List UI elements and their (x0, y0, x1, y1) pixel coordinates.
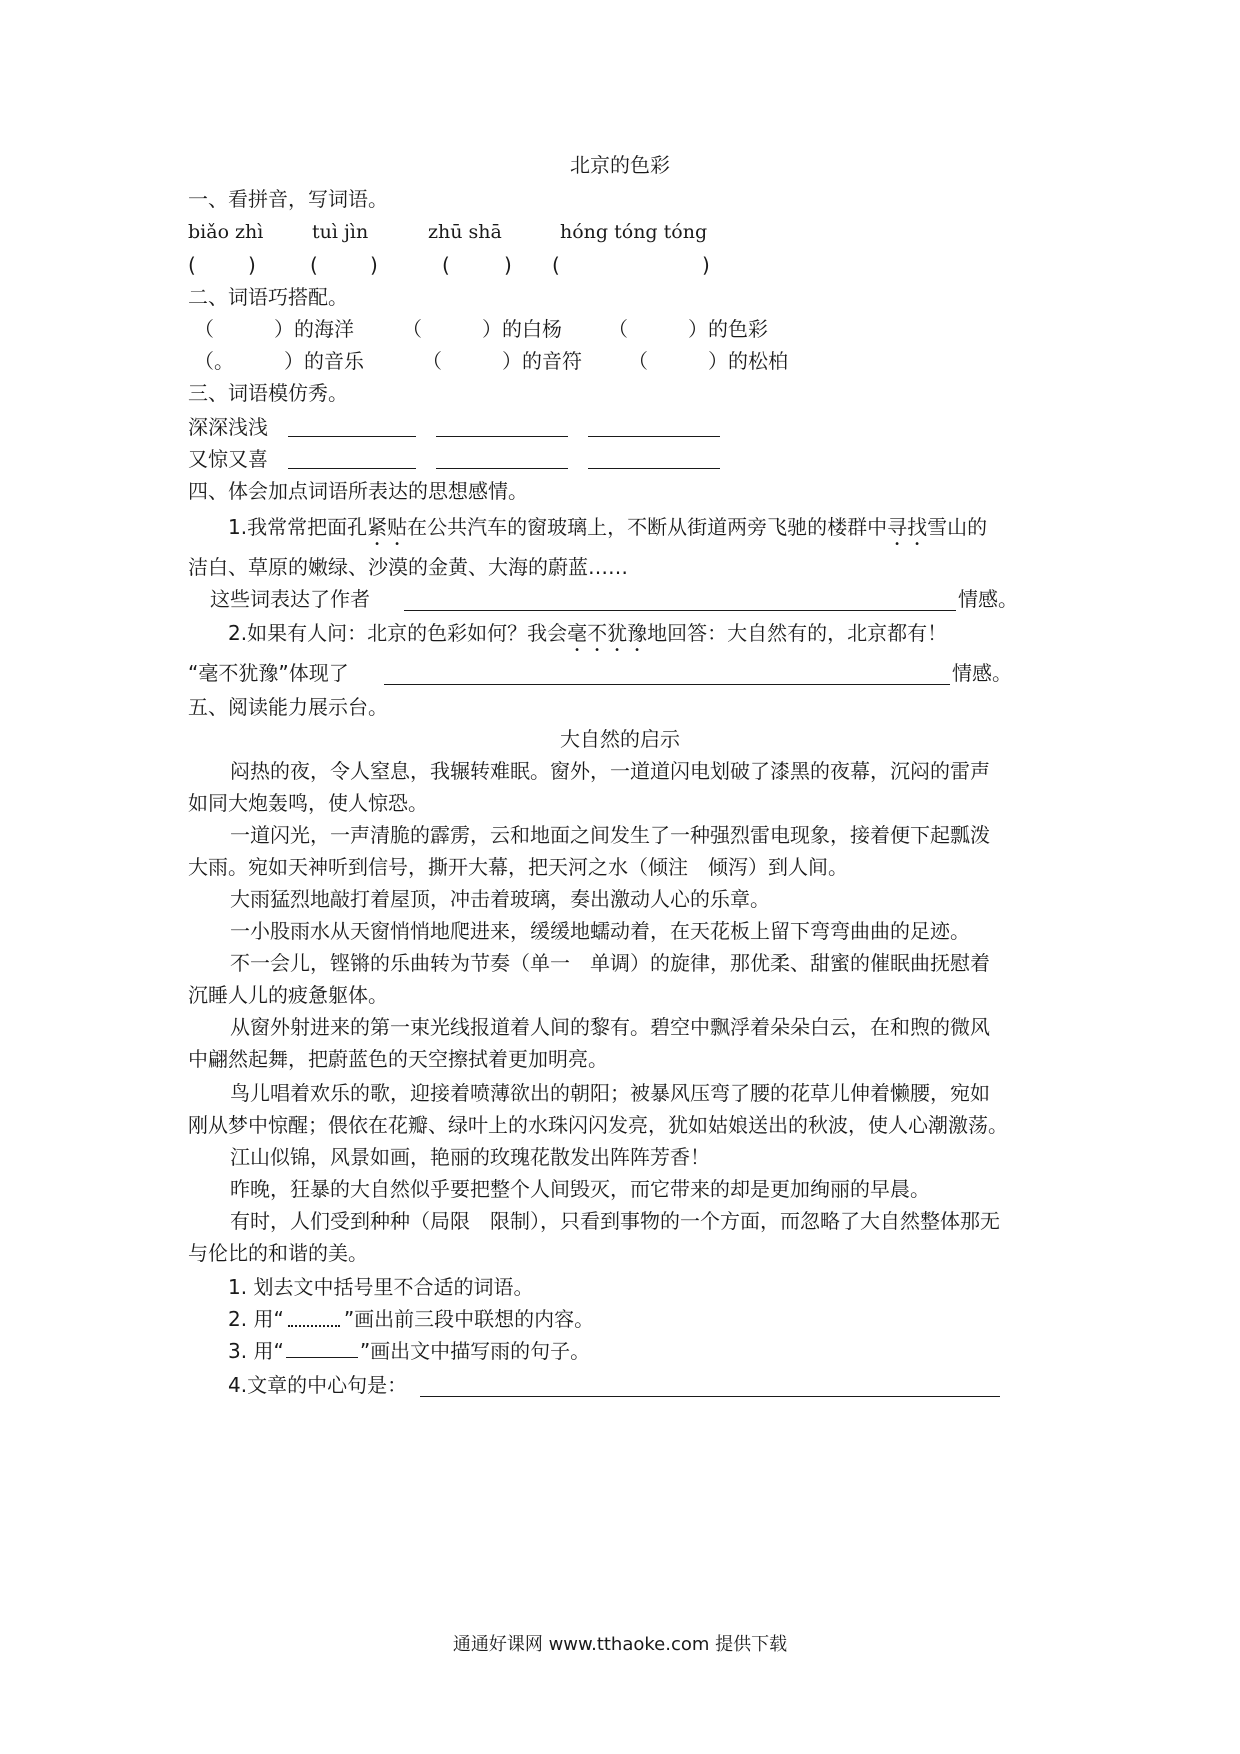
match-item: （ ）的色彩 (608, 317, 768, 341)
article-line: 不一会儿，铿锵的乐曲转为节奏（单一 单调）的旋律，那优柔、甜蜜的催眠曲抚慰着 (230, 951, 990, 975)
match-item: （。 ）的音乐 (194, 349, 364, 373)
match-item: （ ）的松柏 (628, 349, 788, 373)
pinyin-3: zhū shā (428, 221, 502, 243)
reading-question-2 (228, 1304, 594, 1334)
answer-blank (436, 468, 568, 469)
article-line: 江山似锦，风景如画，艳丽的玫瑰花散发出阵阵芳香！ (230, 1145, 710, 1169)
article-line: 鸟儿唱着欢乐的歌，迎接着喷薄欲出的朝阳；被暴风压弯了腰的花草儿伸着懒腰，宛如 (230, 1081, 990, 1105)
answer-blank (588, 468, 720, 469)
answer-suffix: 情感。 (958, 587, 1018, 611)
answer-suffix: 情感。 (952, 661, 1012, 685)
answer-blank (436, 436, 568, 437)
article-line: 一小股雨水从天窗悄悄地爬进来，缓缓地蠕动着，在天花板上留下弯弯曲曲的足迹。 (230, 919, 970, 943)
article-line: 一道闪光，一声清脆的霹雳，云和地面之间发生了一种强烈雷电现象，接着便下起瓢泼 (230, 823, 990, 847)
article-line: 昨晚，狂暴的大自然似乎要把整个人间毁灭，而它带来的却是更加绚丽的早晨。 (230, 1177, 930, 1201)
answer-bracket-open: ( (552, 253, 560, 277)
article-line: 与伦比的和谐的美。 (188, 1241, 368, 1265)
reading-question-4: 4.文章的中心句是： (228, 1373, 408, 1397)
dotted-word: 毫不犹豫 (567, 621, 648, 645)
section3-heading: 三、词语模仿秀。 (188, 381, 348, 405)
straight-underline-sample (286, 1347, 358, 1358)
pinyin-2: tuì jìn (312, 221, 369, 243)
answer-label: “毫不犹豫”体现了 (188, 661, 349, 685)
article-line: 大雨。宛如天神听到信号，撕开大幕，把天河之水（倾注 倾泻）到人间。 (188, 855, 848, 879)
answer-bracket-open: ( (442, 253, 450, 277)
dotted-word: 紧贴 (367, 515, 408, 539)
article-line: 刚从梦中惊醒；偎依在花瓣、绿叶上的水珠闪闪发亮，犹如姑娘送出的秋波，使人心潮激荡。 (188, 1113, 1008, 1137)
answer-bracket-close: ) (370, 253, 378, 277)
section2-heading: 二、词语巧搭配。 (188, 285, 348, 309)
question-text: ”画出前三段中联想的内容。 (343, 1307, 595, 1331)
answer-bracket-open: ( (188, 253, 196, 277)
section5-heading: 五、阅读能力展示台。 (188, 695, 388, 719)
article-line: 中翩然起舞，把蔚蓝色的天空擦拭着更加明亮。 (188, 1047, 608, 1071)
answer-label: 这些词表达了作者 (210, 587, 370, 611)
footer-source: 通通好课网 www.tthaoke.com 提供下载 (452, 1634, 788, 1655)
imitation-label: 深深浅浅 (188, 415, 268, 439)
match-item: （ ）的海洋 (194, 317, 354, 341)
question-4-1-line2: 洁白、草原的嫩绿、沙漠的金黄、大海的蔚蓝…… (188, 555, 628, 579)
article-title: 大自然的启示 (560, 727, 680, 751)
reading-question-1: 1. 划去文中括号里不合适的词语。 (228, 1275, 534, 1299)
section1-heading: 一、看拼音，写词语。 (188, 187, 388, 211)
answer-blank (288, 468, 416, 469)
answer-blank (588, 436, 720, 437)
imitation-label: 又惊又喜 (188, 447, 268, 471)
question-text: 1.我常常把面孔 (228, 515, 368, 539)
pinyin-4: hóng tóng tóng (560, 221, 708, 243)
match-item: （ ）的音符 (422, 349, 582, 373)
section4-heading: 四、体会加点词语所表达的思想感情。 (188, 479, 528, 503)
question-text: ”画出文中描写雨的句子。 (359, 1339, 591, 1363)
question-4-1 (228, 512, 987, 550)
question-text: 2. 用“ (228, 1307, 284, 1331)
answer-bracket-close: ) (248, 253, 256, 277)
article-line: 从窗外射进来的第一束光线报道着人间的黎有。碧空中飘浮着朵朵白云，在和煦的微风 (230, 1015, 990, 1039)
answer-blank (404, 610, 956, 611)
answer-blank (420, 1396, 1000, 1397)
article-line: 沉睡人儿的疲惫躯体。 (188, 983, 388, 1007)
answer-bracket-open: ( (310, 253, 318, 277)
match-item: （ ）的白杨 (402, 317, 562, 341)
pinyin-1: biǎo zhì (188, 221, 264, 243)
answer-bracket-close: ) (504, 253, 512, 277)
article-line: 大雨猛烈地敲打着屋顶，冲击着玻璃，奏出激动人心的乐章。 (230, 887, 770, 911)
answer-blank (288, 436, 416, 437)
question-text: 在公共汽车的窗玻璃上，不断从街道两旁飞驰的楼群中 (407, 515, 888, 539)
question-text: 地回答：大自然有的，北京都有！ (647, 621, 948, 645)
worksheet-title: 北京的色彩 (570, 153, 670, 177)
reading-question-3 (228, 1336, 590, 1366)
answer-bracket-close: ) (702, 253, 710, 277)
question-text: 3. 用“ (228, 1339, 284, 1363)
question-text: 2.如果有人问：北京的色彩如何？我会 (228, 621, 568, 645)
question-4-2 (228, 618, 947, 656)
article-line: 如同大炮轰鸣，使人惊恐。 (188, 791, 428, 815)
question-text: 雪山的 (927, 515, 988, 539)
answer-blank (384, 684, 950, 685)
wavy-underline-sample (288, 1315, 340, 1327)
dotted-word: 寻找 (887, 515, 928, 539)
article-line: 有时，人们受到种种（局限 限制），只看到事物的一个方面，而忽略了大自然整体那无 (230, 1209, 1000, 1233)
article-line: 闷热的夜，令人窒息，我辗转难眠。窗外，一道道闪电划破了漆黑的夜幕，沉闷的雷声 (230, 759, 990, 783)
